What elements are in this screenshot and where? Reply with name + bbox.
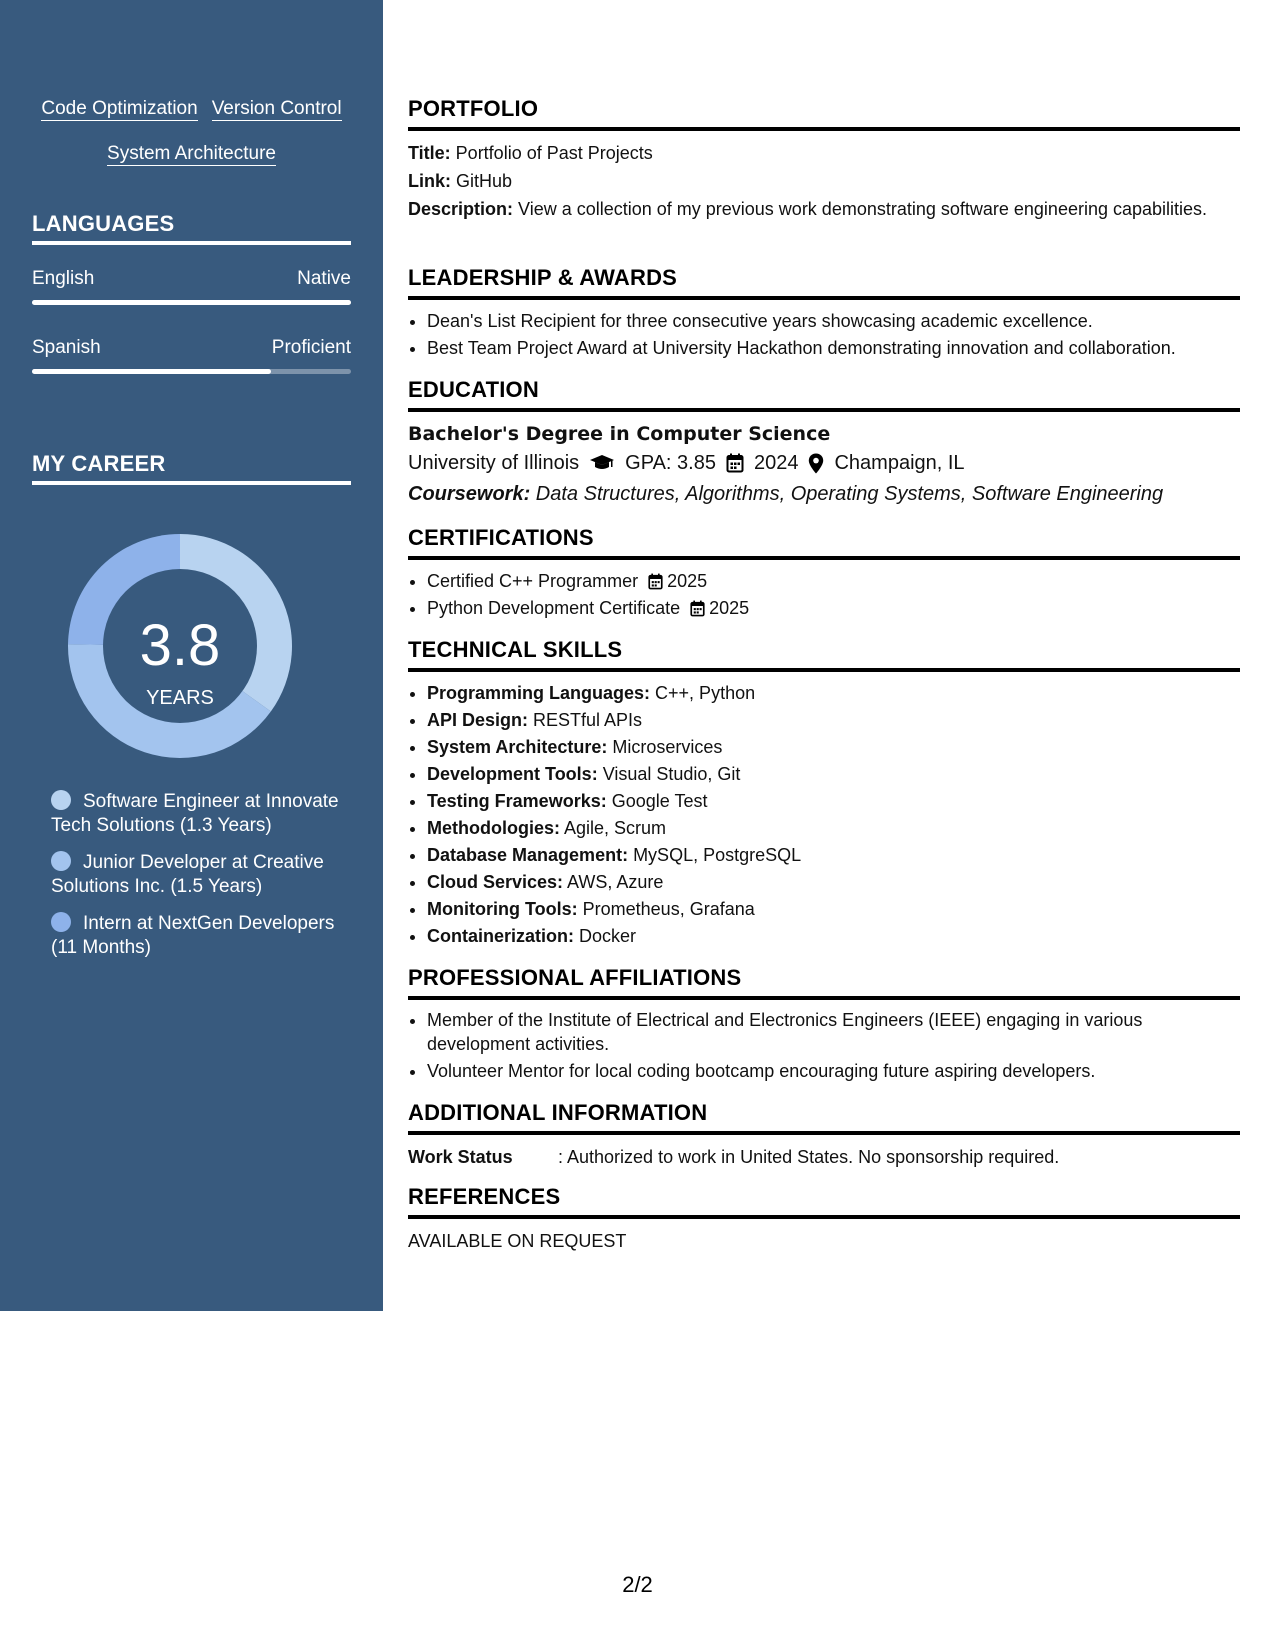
skill-label: Programming Languages:: [427, 683, 651, 703]
list-item: [427, 815, 1240, 842]
list-item: [427, 595, 1240, 622]
career-item-label: Junior Developer at Creative Solutions Inc. (1.5 Years): [51, 852, 324, 897]
legend-dot: [51, 790, 71, 810]
list-item: [427, 896, 1240, 923]
technical-skills-section: [408, 637, 1240, 950]
skill-value: Prometheus, Grafana: [577, 899, 755, 919]
skill-tag[interactable]: Code Optimization: [41, 98, 198, 119]
portfolio-link[interactable]: GitHub: [451, 171, 513, 191]
leadership-list: [408, 308, 1240, 362]
degree: Bachelor's Degree in Computer Science: [408, 423, 831, 445]
skill-value: RESTful APIs: [528, 710, 643, 730]
language-bar-fill: [32, 300, 351, 305]
list-item: [427, 734, 1240, 761]
affiliations-list: [408, 1008, 1240, 1083]
language-level: Proficient: [271, 337, 351, 358]
list-item: [427, 568, 1240, 595]
career-donut-chart: [62, 528, 298, 764]
portfolio-description-line: [408, 195, 1240, 223]
skill-value: MySQL, PostgreSQL: [628, 845, 802, 865]
list-item: • Dean's List Recipient for three consecutive years showcasing academic excellence.: [427, 308, 1240, 335]
school-location: Champaign, IL: [834, 452, 965, 474]
career-total-value: 3.8: [139, 613, 221, 678]
sidebar: [0, 0, 383, 1311]
skill-label: Database Management:: [427, 845, 629, 865]
skill-label: System Architecture:: [427, 737, 608, 757]
field-value: View a collection of my previous work demonstrating software engineering capabilities.: [513, 199, 1208, 219]
certification-name: Python Development Certificate: [427, 598, 681, 618]
certification-year: 2025: [709, 598, 750, 618]
references-text: AVAILABLE ON REQUEST: [408, 1231, 627, 1251]
list-item: [427, 842, 1240, 869]
coursework-line: [408, 478, 1240, 510]
languages-heading: LANGUAGES: [32, 211, 351, 245]
section-title: CERTIFICATIONS: [408, 525, 1240, 560]
legend-dot: [51, 851, 71, 871]
leadership-section: [408, 265, 1240, 362]
coursework: Data Structures, Algorithms, Operating Systems, Software Engineering: [530, 483, 1164, 505]
career-item: [51, 851, 351, 899]
skill-value: Docker: [574, 926, 637, 946]
career-item-label: Intern at NextGen Developers (11 Months): [51, 913, 335, 958]
calendar-icon: [648, 573, 663, 590]
list-item: [427, 680, 1240, 707]
skill-label: Cloud Services:: [427, 872, 564, 892]
graduation-cap-icon: [589, 454, 615, 472]
skill-tag[interactable]: Version Control: [211, 98, 342, 119]
skill-value: Visual Studio, Git: [597, 764, 741, 784]
language-name: English: [32, 268, 95, 289]
graduation-year: 2024: [753, 452, 799, 474]
list-item: [427, 761, 1240, 788]
skill-label: Methodologies:: [427, 818, 560, 838]
portfolio-section: [408, 96, 1240, 223]
skill-label: Testing Frameworks:: [427, 791, 607, 811]
list-item: [427, 788, 1240, 815]
page-number: 2/2: [622, 1572, 653, 1597]
career-heading: MY CAREER: [32, 451, 351, 485]
language-level: Native: [297, 268, 351, 289]
skill-label: Monitoring Tools:: [427, 899, 578, 919]
list-item: • Volunteer Mentor for local coding bootcamp encouraging future aspiring developers.: [427, 1059, 1240, 1083]
references-section: [408, 1184, 1240, 1255]
language-row: [32, 337, 351, 359]
section-title: REFERENCES: [408, 1184, 1240, 1219]
skill-label: Containerization:: [427, 926, 574, 946]
language-bar: [32, 369, 351, 374]
skill-tags: [20, 86, 363, 176]
section-title: ADDITIONAL INFORMATION: [408, 1100, 1240, 1135]
portfolio-link-line: [408, 167, 1240, 195]
skill-tag[interactable]: System Architecture: [107, 143, 276, 164]
gpa: GPA: 3.85: [625, 452, 716, 474]
skill-value: AWS, Azure: [563, 872, 664, 892]
location-pin-icon: [808, 453, 824, 474]
skill-value: C++, Python: [650, 683, 756, 703]
skill-label: Development Tools:: [427, 764, 598, 784]
work-status-row: [408, 1143, 1240, 1171]
legend-dot: [51, 912, 71, 932]
school-name: University of Illinois: [408, 452, 580, 474]
section-title: PROFESSIONAL AFFILIATIONS: [408, 965, 1240, 1000]
work-status-label: Work Status: [408, 1147, 513, 1167]
skill-value: Google Test: [606, 791, 708, 811]
calendar-icon: [726, 453, 744, 473]
section-title: EDUCATION: [408, 377, 1240, 412]
technical-skills-list: [408, 680, 1240, 950]
language-name: Spanish: [32, 337, 101, 358]
section-title: TECHNICAL SKILLS: [408, 637, 1240, 672]
field-label: Coursework:: [408, 483, 531, 505]
list-item: • Best Team Project Award at University Hackathon demonstrating innovation and collaboration.: [427, 335, 1240, 362]
career-item: [51, 790, 351, 838]
field-value: Portfolio of Past Projects: [450, 143, 653, 163]
language-bar: [32, 300, 351, 305]
field-label: Title:: [408, 143, 451, 163]
list-item: [427, 923, 1240, 950]
career-list: [51, 790, 351, 973]
education-meta: [408, 448, 1240, 478]
affiliations-section: [408, 965, 1240, 1083]
list-item: [427, 869, 1240, 896]
portfolio-title-line: [408, 139, 1240, 167]
section-title: LEADERSHIP & AWARDS: [408, 265, 1240, 300]
section-title: PORTFOLIO: [408, 96, 1240, 131]
work-status-value: : Authorized to work in United States. No sponsorship required.: [558, 1147, 1060, 1167]
field-label: Description:: [408, 199, 514, 219]
certification-year: 2025: [667, 571, 708, 591]
certification-name: Certified C++ Programmer: [427, 571, 639, 591]
additional-info-section: [408, 1100, 1240, 1171]
certifications-section: [408, 525, 1240, 622]
education-section: [408, 377, 1240, 510]
calendar-icon: [690, 600, 705, 617]
language-row: [32, 268, 351, 290]
career-total-unit: YEARS: [146, 687, 214, 709]
list-item: [427, 707, 1240, 734]
skill-label: API Design:: [427, 710, 529, 730]
skill-value: Microservices: [607, 737, 723, 757]
skill-value: Agile, Scrum: [560, 818, 667, 838]
list-item: • Member of the Institute of Electrical and Electronics Engineers (IEEE) engaging in various development activities.: [427, 1008, 1240, 1056]
career-item: [51, 912, 351, 960]
field-label: Link:: [408, 171, 451, 191]
career-item-label: Software Engineer at Innovate Tech Solutions (1.3 Years): [51, 791, 339, 836]
certifications-list: [408, 568, 1240, 622]
language-bar-fill: [32, 369, 271, 374]
